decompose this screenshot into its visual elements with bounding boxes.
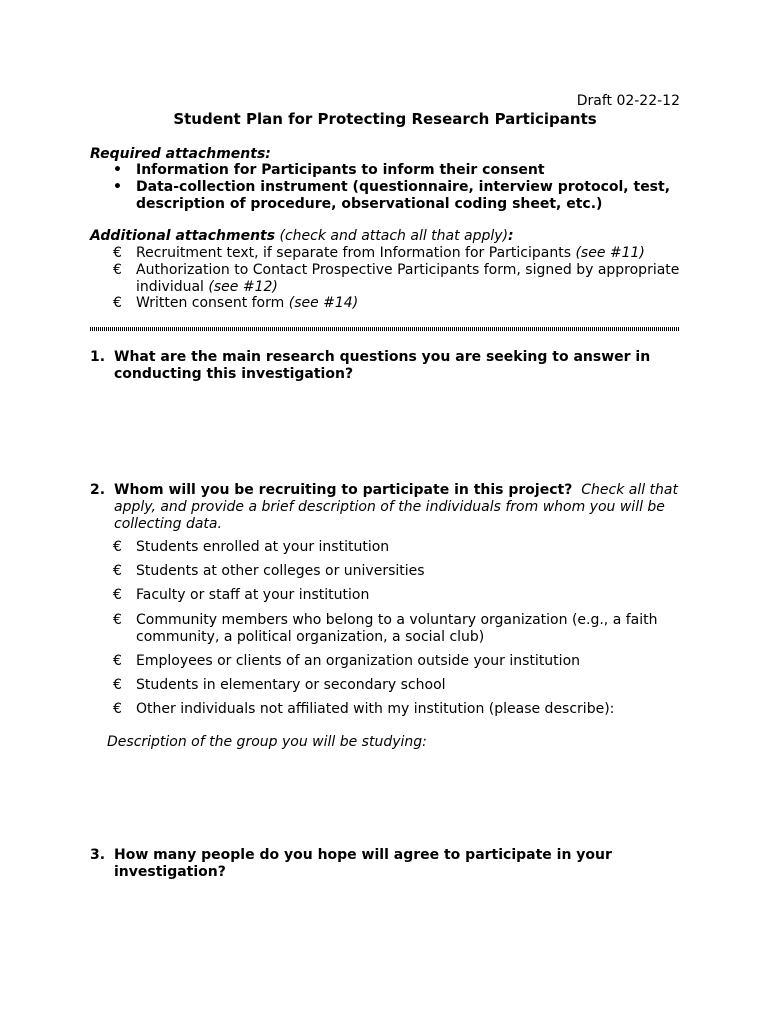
- recruit-option: Community members who belong to a voluntary organization (e.g., a faith community, a political organization, a social club): [136, 612, 658, 645]
- recruit-option: Other individuals not affiliated with my institution (please describe):: [136, 701, 615, 717]
- question-2: [114, 482, 684, 533]
- question-text: Whom will you be recruiting to participate in this project?: [114, 482, 573, 498]
- additional-item-ref: (see #11): [575, 245, 645, 261]
- checkbox-icon[interactable]: €: [113, 587, 122, 603]
- recruit-option: Students enrolled at your institution: [136, 539, 390, 555]
- question-number: 2.: [90, 482, 106, 498]
- checkbox-icon[interactable]: €: [113, 612, 122, 628]
- additional-item-text: Recruitment text, if separate from Information for Participants: [136, 245, 571, 261]
- bullet-icon: •: [113, 179, 122, 195]
- additional-heading-label: Additional attachments: [90, 228, 276, 244]
- additional-item: [136, 245, 696, 262]
- question-3: [114, 847, 634, 881]
- bullet-icon: •: [113, 162, 122, 178]
- page-title: Student Plan for Protecting Research Participants: [173, 110, 597, 128]
- question-text: How many people do you hope will agree to participate in your investigation?: [114, 847, 612, 880]
- checkbox-icon[interactable]: €: [113, 701, 122, 717]
- required-attachments-heading: Required attachments:: [90, 146, 271, 162]
- recruit-option: Employees or clients of an organization outside your institution: [136, 653, 581, 669]
- additional-item-text: Written consent form: [136, 295, 285, 311]
- additional-heading-colon: :: [508, 228, 514, 244]
- checkbox-icon[interactable]: €: [113, 262, 122, 278]
- additional-item-ref: (see #12): [208, 279, 278, 295]
- checkbox-icon[interactable]: €: [113, 653, 122, 669]
- additional-attachments-heading: [90, 228, 514, 244]
- section-divider: [90, 327, 679, 331]
- additional-item-text: Authorization to Contact Prospective Participants form, signed by appropriate individual: [136, 262, 680, 295]
- question-text: What are the main research questions you are seeking to answer in conducting this investigation?: [114, 349, 651, 382]
- checkbox-icon[interactable]: €: [113, 677, 122, 693]
- recruit-option: Faculty or staff at your institution: [136, 587, 370, 603]
- question-1: [114, 349, 684, 383]
- checkbox-icon[interactable]: €: [113, 295, 122, 311]
- description-prompt: Description of the group you will be studying:: [107, 734, 427, 750]
- additional-heading-note: (check and attach all that apply): [279, 228, 509, 244]
- recruit-option: Students at other colleges or universities: [136, 563, 425, 579]
- required-item: Information for Participants to inform their consent: [136, 162, 545, 178]
- checkbox-icon[interactable]: €: [113, 563, 122, 579]
- checkbox-icon[interactable]: €: [113, 245, 122, 261]
- additional-item: [136, 295, 696, 312]
- additional-item: [136, 262, 684, 296]
- recruit-option: Students in elementary or secondary school: [136, 677, 446, 693]
- question-number: 1.: [90, 349, 106, 365]
- additional-item-ref: (see #14): [288, 295, 359, 311]
- required-item: Data-collection instrument (questionnaire, interview protocol, test, description of procedure, observational coding sheet, etc.): [136, 179, 671, 212]
- draft-date: Draft 02-22-12: [576, 93, 680, 109]
- question-number: 3.: [90, 847, 106, 863]
- question-hint: Check all that apply, and provide a brief description of the individuals from whom you will be collecting data.: [114, 482, 678, 532]
- checkbox-icon[interactable]: €: [113, 539, 122, 555]
